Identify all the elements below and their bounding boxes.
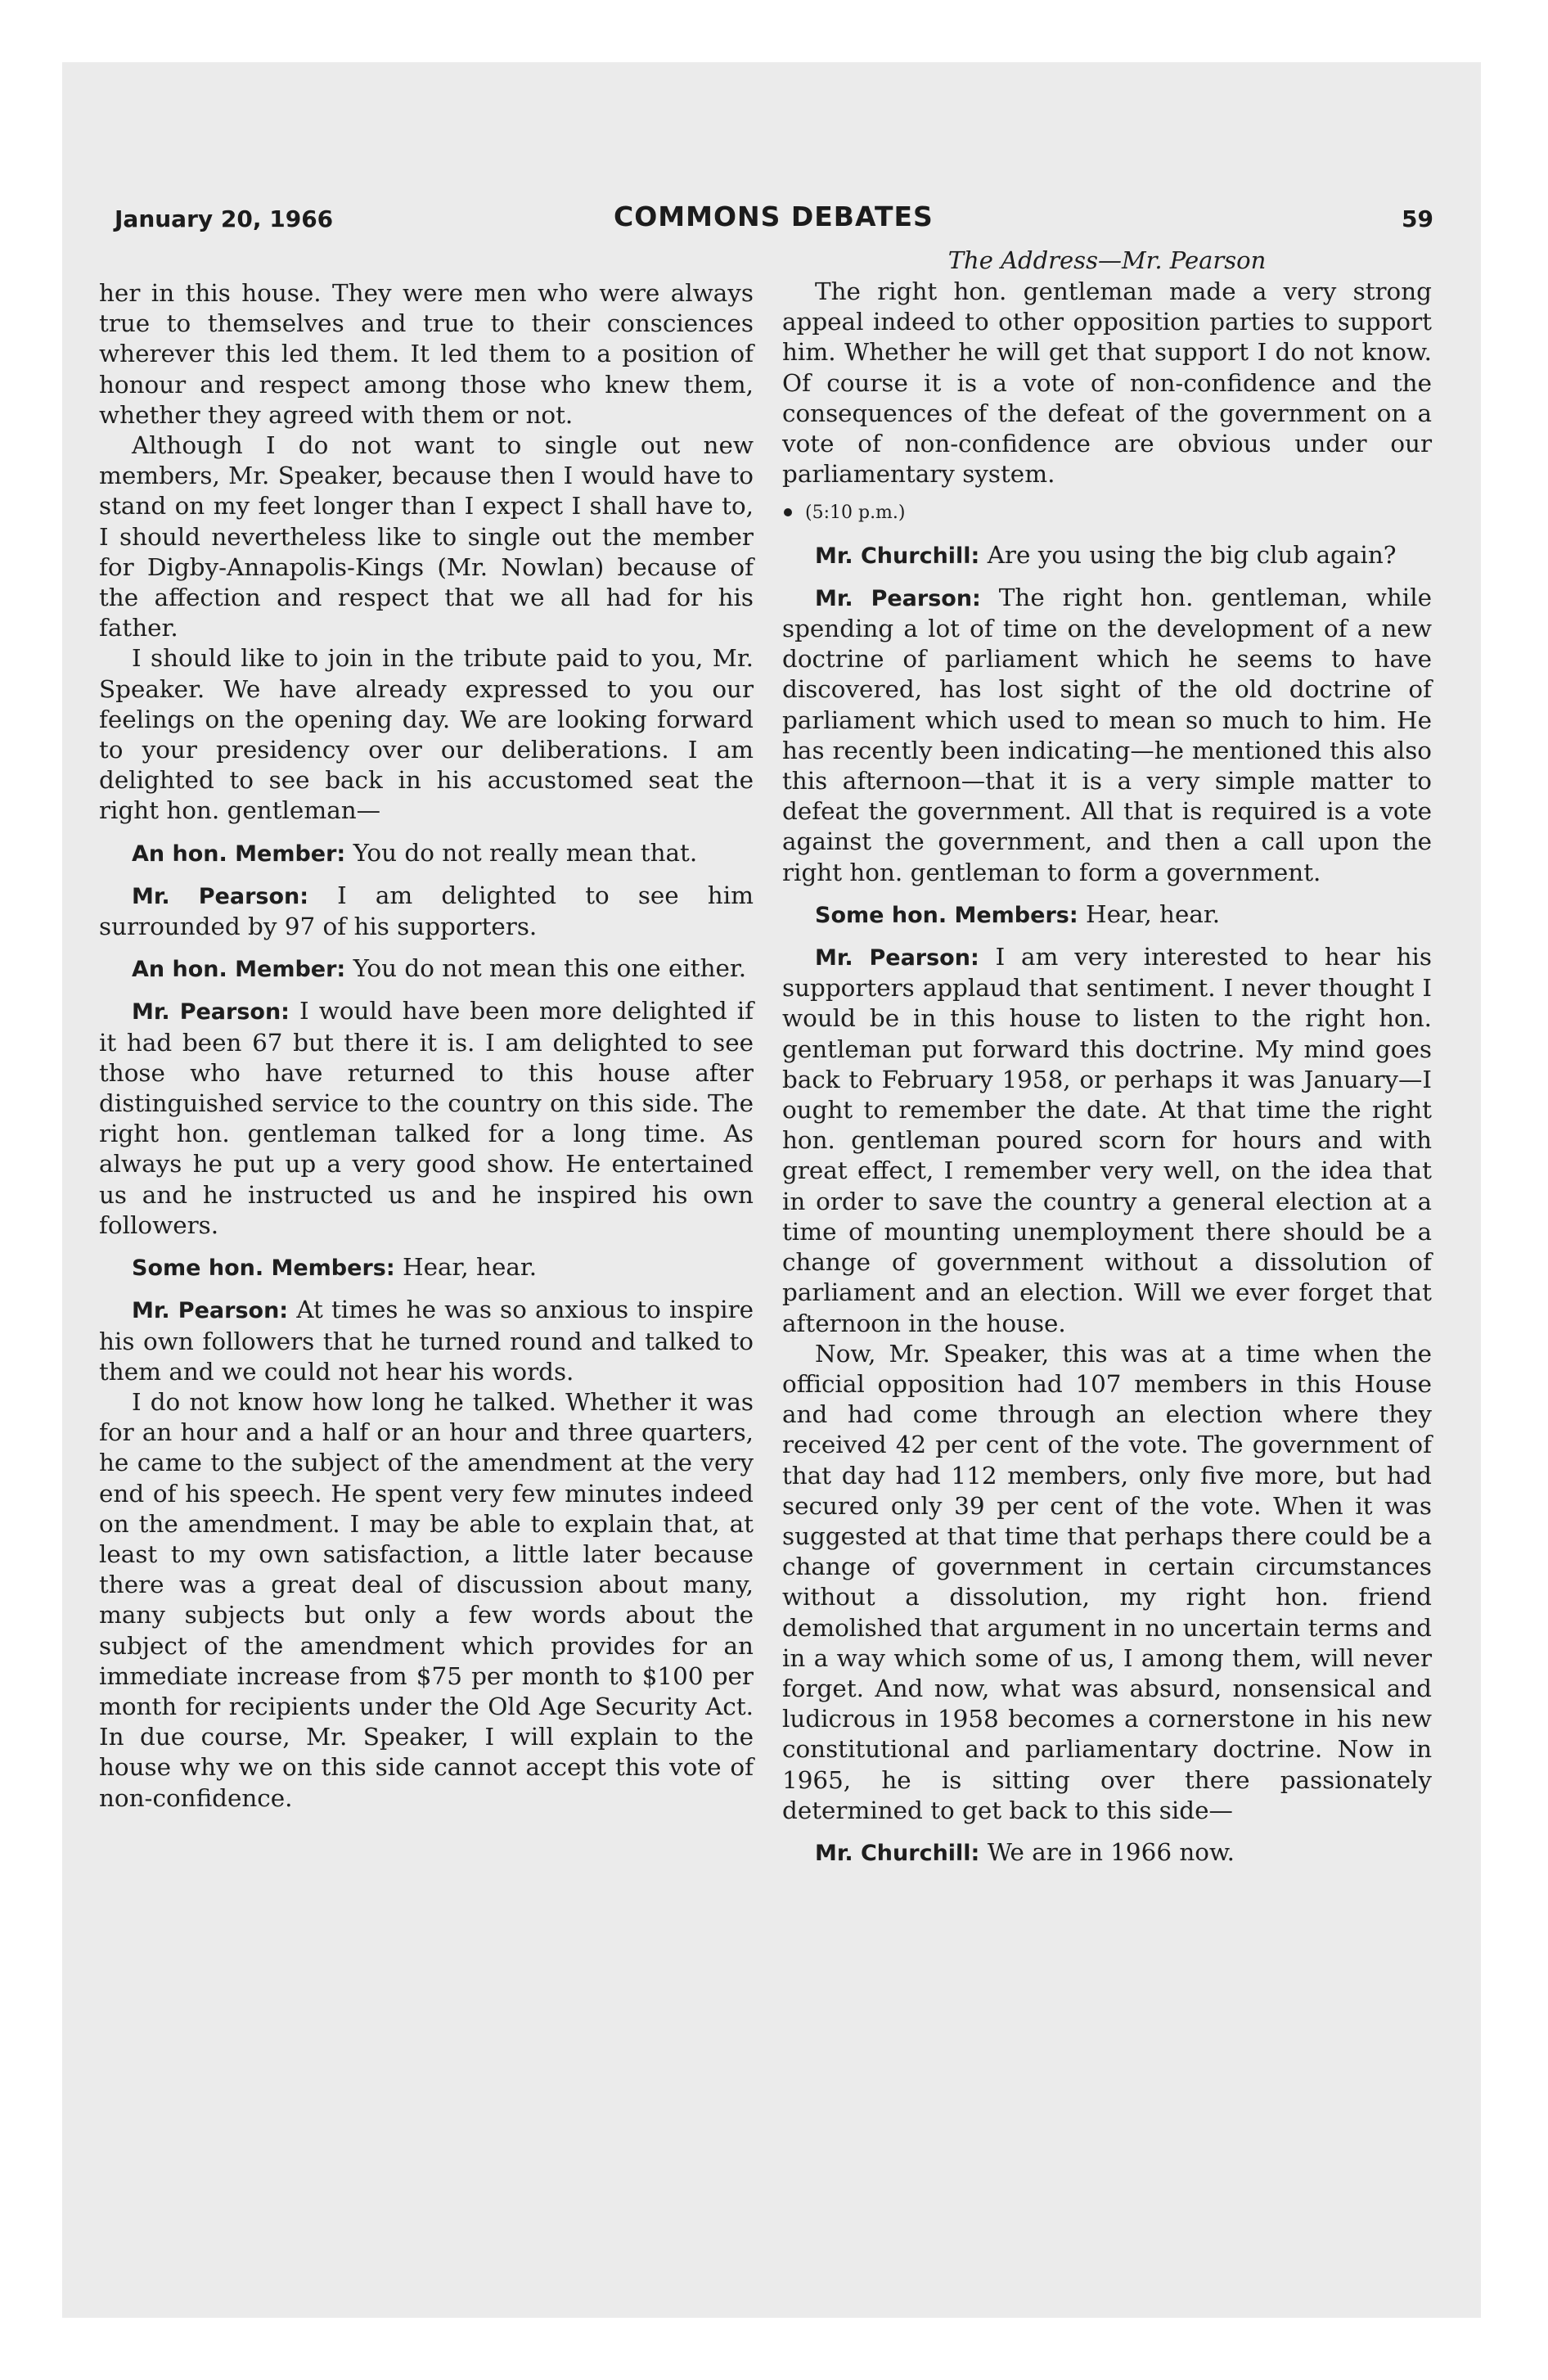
- speaker-name: An hon. Member:: [132, 841, 346, 867]
- bullet-icon: [784, 508, 792, 516]
- speaker-name: Mr. Churchill:: [815, 1840, 980, 1866]
- paragraph: Now, Mr. Speaker, this was at a time when the official opposition had 107 members in this House and had come through an election where they received 42 per cent of the vote. The government of that day had 112 members, only five more, but had secured only 39 per cent of the vote. When it was suggested at that time that perhaps there could be a change of government in certain circumstances without a dissolution, my right hon. friend demolished that argument in no uncertain terms and in a way which some of us, I among them, will never forget. And now, what was absurd, nonsensical and ludicrous in 1958 becomes a cornerstone in his new constitutional and parliamentary doctrine. Now in 1965, he is sitting over there passionately determined to get back to this side—: [782, 1339, 1432, 1824]
- speaker-name: Mr. Pearson:: [815, 585, 981, 611]
- speech-text: I would have been more delighted if it had been 67 but there it is. I am delighted to see those who have returned to this house after distinguished service to the country on this side. The right hon. gentleman talked for a long time. As always he put up a very good show. He entertained us and he instructed us and he inspired his own followers.: [99, 997, 754, 1239]
- speech: [782, 1837, 1432, 1868]
- speech: [782, 899, 1432, 931]
- speech: [99, 953, 754, 985]
- speech-text: Are you using the big club again?: [987, 540, 1397, 569]
- speech: [782, 540, 1432, 571]
- speaker-name: Some hon. Members:: [132, 1255, 395, 1282]
- speech: [99, 996, 754, 1241]
- header-publication: COMMONS DEBATES: [614, 201, 934, 232]
- right-column: [782, 246, 1433, 1868]
- speaker-name: An hon. Member:: [132, 957, 346, 983]
- speech-text: At times he was so anxious to inspire his own followers that he turned round and talked to them and we could not hear his words.: [99, 1296, 754, 1386]
- speech-text: I am very interested to hear his supporters applaud that sentiment. I never thought I would be in this house to listen to the right hon. gentleman put forward this doctrine. My mind goes back to February 1958, or perhaps it was January—I ought to remember the date. At that time the right hon. gentleman poured scorn for hours and with great effect, I remember very well, on the idea that in order to save the country a general election at a time of mounting unemployment there should be a change of government without a dissolution of parliament and an election. Will we ever forget that afternoon in the house.: [782, 943, 1433, 1337]
- timestamp-text: (5:10 p.m.): [805, 503, 906, 524]
- paragraph: her in this house. They were men who were always true to themselves and true to their consciences wherever this led them. It led them to a position of honour and respect among those who knew them, whether they agreed with them or not.: [99, 279, 754, 429]
- page-number: 59: [1402, 205, 1433, 232]
- paragraph: I should like to join in the tribute paid to you, Mr. Speaker. We have already expressed to you our feelings on the opening day. We are looking forward to your presidency over our deliberations. I am delighted to see back in his accustomed seat the right hon. gentleman—: [99, 644, 754, 825]
- running-head: The Address—Mr. Pearson: [947, 246, 1267, 274]
- left-column: [99, 278, 754, 1814]
- speaker-name: Mr. Pearson:: [815, 945, 979, 971]
- speech: [782, 942, 1432, 1339]
- speech: [99, 1252, 754, 1283]
- speech: [99, 838, 754, 869]
- speaker-name: Mr. Churchill:: [815, 543, 980, 569]
- speech: [782, 583, 1432, 888]
- page-header: [115, 201, 1433, 241]
- speech-text: The right hon. gentleman, while spending a lot of time on the development of a new doctrine of parliament which he seems to have discovered, has lost sight of the old doctrine of parliament which used to mean so much to him. He has recently been indicating—he mentioned this also this afternoon—that it is a very simple matter to defeat the government. All that is required is a vote against the government, and then a call upon the right hon. gentleman to form a government.: [782, 583, 1433, 886]
- speech-text: We are in 1966 now.: [987, 1837, 1235, 1866]
- header-date: January 20, 1966: [115, 205, 334, 232]
- speaker-name: Mr. Pearson:: [132, 999, 290, 1025]
- paragraph: I do not know how long he talked. Whether it was for an hour and a half or an hour and three quarters, he came to the subject of the amendment at the very end of his speech. He spent very few minutes indeed on the amendment. I may be able to explain that, at least to my own satisfaction, a little later because there was a great deal of discussion about many, many subjects but only a few words about the subject of the amendment which provides for an immediate increase from $75 per month to $100 per month for recipients under the Old Age Security Act. In due course, Mr. Speaker, I will explain to the house why we on this side cannot accept this vote of non-confidence.: [99, 1387, 754, 1812]
- speech-text: Hear, hear.: [402, 1253, 538, 1282]
- speaker-name: Some hon. Members:: [815, 902, 1078, 928]
- speech: [99, 881, 754, 942]
- speech-text: You do not really mean that.: [353, 838, 698, 867]
- paragraph: The right hon. gentleman made a very strong appeal indeed to other opposition parties to support him. Whether he will get that support I do not know. Of course it is a vote of non-confidence and the consequences of the defeat of the government on a vote of non-confidence are obvious under our parliamentary system.: [782, 277, 1432, 489]
- speech-text: I am delighted to see him surrounded by 97 of his supporters.: [99, 881, 754, 941]
- speech: [99, 1295, 754, 1387]
- timestamp: [782, 498, 1432, 528]
- paragraph: Although I do not want to single out new members, Mr. Speaker, because then I would have to stand on my feet longer than I expect I shall have to, I should nevertheless like to single out the member for Digby-Annapolis-Kings (Mr. Nowlan) because of the affection and respect that we all had for his father.: [99, 431, 754, 642]
- speaker-name: Mr. Pearson:: [132, 1298, 289, 1324]
- speech-text: Hear, hear.: [1085, 899, 1221, 928]
- speaker-name: Mr. Pearson:: [132, 883, 309, 909]
- speech-text: You do not mean this one either.: [353, 954, 747, 983]
